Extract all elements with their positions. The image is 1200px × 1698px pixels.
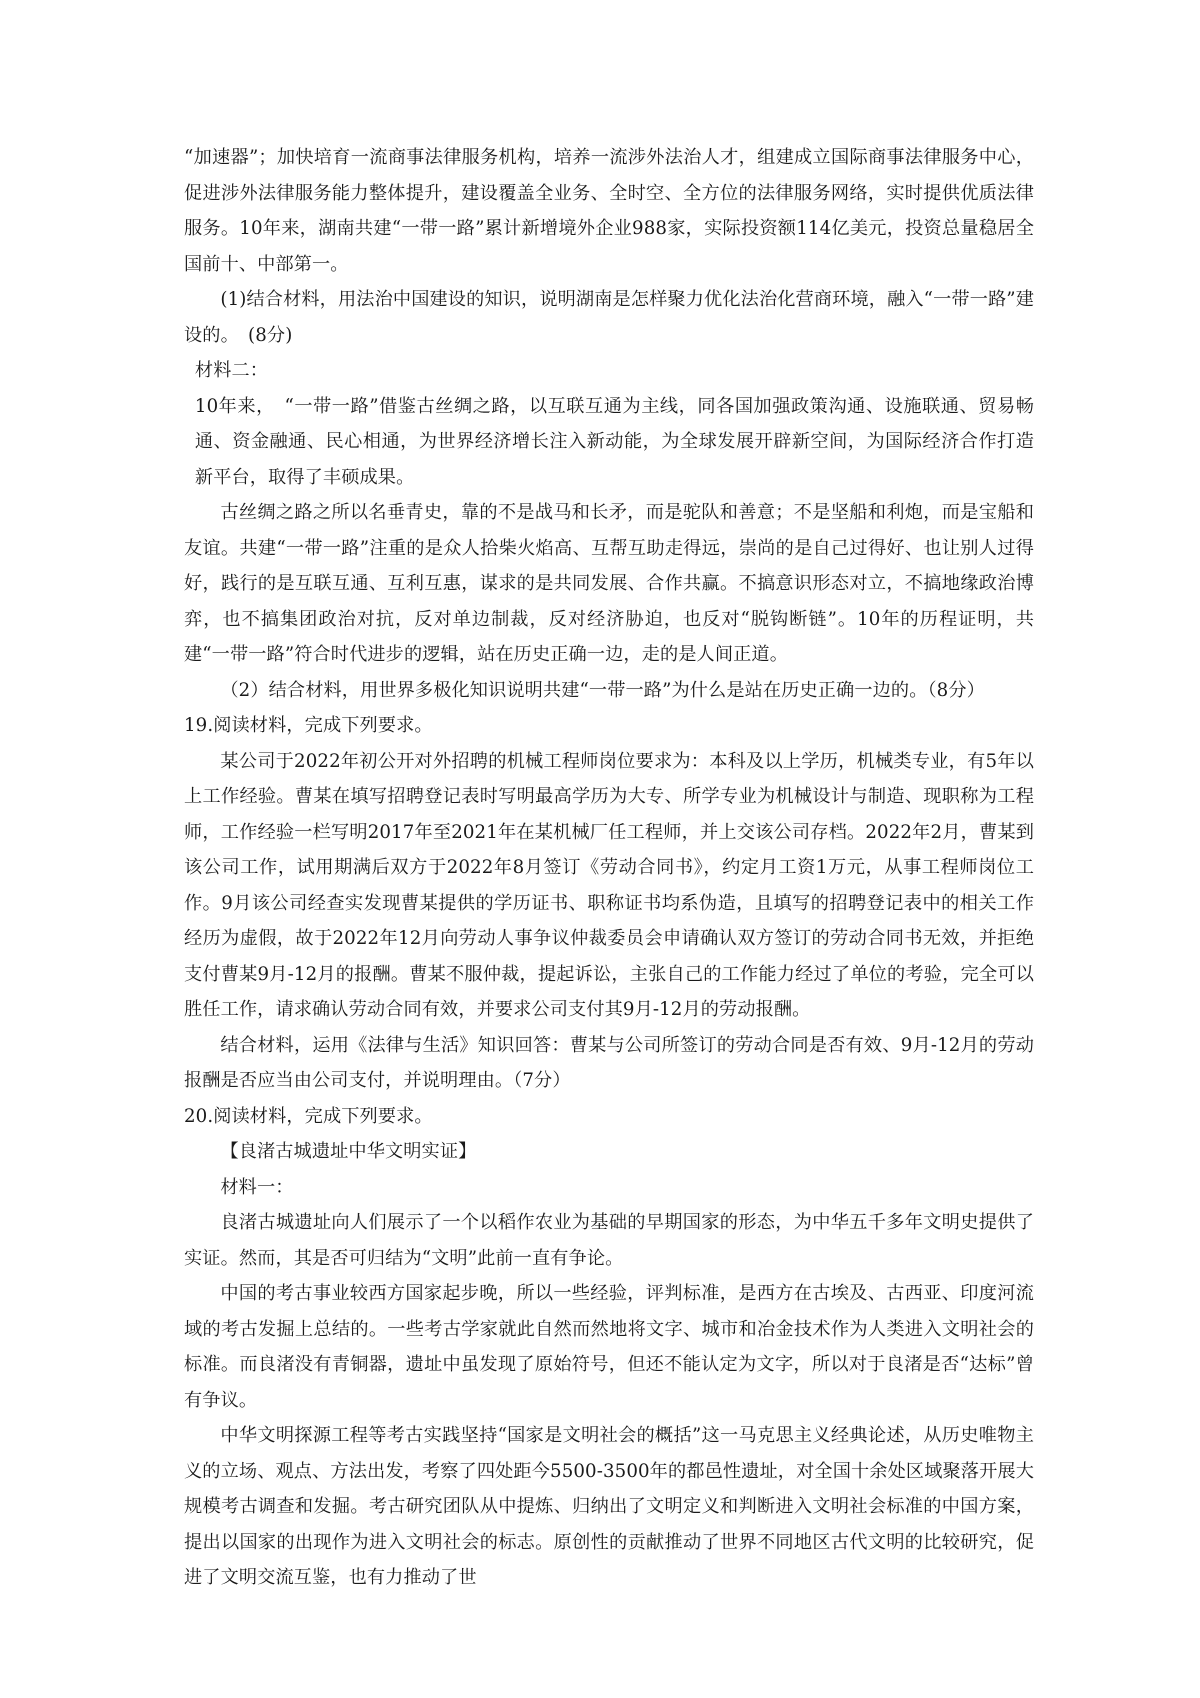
question-19-material: 某公司于2022年初公开对外招聘的机械工程师岗位要求为：本科及以上学历，机械类专业，有5年以上工作经验。曹某在填写招聘登记表时写明最高学历为大专、所学专业为机械设计与制造、现职称为工程师，工作经验一栏写明2017年至2021年在某机械厂任工程师，并上交该公司存档。2022年2月，曹某到该公司工作，试用期满后双方于2022年8月签订《劳动合同书》，约定月工资1万元，从事工程师岗位工作。9月该公司经查实发现曹某提供的学历证书、职称证书均系伪造，且填写的招聘登记表中的相关工作经历为虚假，故于2022年12月向劳动人事争议仲裁委员会申请确认双方签订的劳动合同书无效，并拒绝支付曹某9月-12月的报酬。曹某不服仲裁，提起诉讼，主张自己的工作能力经过了单位的考验，完全可以胜任工作，请求确认劳动合同有效，并要求公司支付其9月-12月的劳动报酬。 (184, 750, 1034, 1020)
question-20-topic: 【良渚古城遗址中华文明实证】 (220, 1141, 477, 1162)
material-one-paragraph-1: 良渚古城遗址向人们展示了一个以稻作农业为基础的早期国家的形态，为中华五千多年文明史提供了实证。然而，其是否可归结为“文明”此前一直有争论。 (184, 1212, 1034, 1269)
question-18-1: (1)结合材料，用法治中国建设的知识，说明湖南是怎样聚力优化法治化营商环境，融入“一带一路”建设的。 (8分) (184, 289, 1034, 346)
material-one-label: 材料一： (220, 1176, 294, 1198)
question-19-heading: 19.阅读材料，完成下列要求。 (184, 715, 433, 736)
paragraph-continuation: “加速器”；加快培育一流商事法律服务机构，培养一流涉外法治人才，组建成立国际商事法律服务中心，促进涉外法律服务能力整体提升，建设覆盖全业务、全时空、全方位的法律服务网络，实时提供优质法律服务。10年来，湖南共建“一带一路”累计新增境外企业988家，实际投资额114亿美元，投资总量稳居全国前十、中部第一。 (184, 147, 1034, 275)
material-two-label: 材料二： (194, 360, 269, 381)
question-20-heading: 20.阅读材料，完成下列要求。 (184, 1105, 433, 1127)
material-one-paragraph-2: 中国的考古事业较西方国家起步晚，所以一些经验，评判标准，是西方在古埃及、古西亚、印度河流域的考古发掘上总结的。一些考古学家就此自然而然地将文字、城市和冶金技术作为人类进入文明社会的标准。而良渚没有青铜器，遗址中虽发现了原始符号，但还不能认定为文字，所以对于良渚是否“达标”曾有争议。 (184, 1283, 1034, 1411)
document-body (184, 140, 1034, 1596)
question-19-prompt: 结合材料，运用《法律与生活》知识回答：曹某与公司所签订的劳动合同是否有效、9月-12月的劳动报酬是否应当由公司支付，并说明理由。（7分） (184, 1034, 1034, 1091)
material-one-paragraph-3: 中华文明探源工程等考古实践坚持“国家是文明社会的概括”这一马克思主义经典论述，从历史唯物主义的立场、观点、方法出发，考察了四处距今5500-3500年的都邑性遗址，对全国十余处区域聚落开展大规模考古调查和发掘。考古研究团队从中提炼、归纳出了文明定义和判断进入文明社会标准的中国方案，提出以国家的出现作为进入文明社会的标志。原创性的贡献推动了世界不同地区古代文明的比较研究，促进了文明交流互鉴，也有力推动了世 (184, 1425, 1034, 1588)
material-two-paragraph-1: 10年来， “一带一路”借鉴古丝绸之路，以互联互通为主线，同各国加强政策沟通、设施联通、贸易畅通、资金融通、民心相通，为世界经济增长注入新动能，为全球发展开辟新空间，为国际经济合作打造新平台，取得了丰硕成果。 (194, 395, 1034, 488)
question-18-2: （2）结合材料，用世界多极化知识说明共建“一带一路”为什么是站在历史正确一边的。（8分） (220, 679, 985, 701)
material-two-paragraph-2: 古丝绸之路之所以名垂青史，靠的不是战马和长矛，而是驼队和善意；不是坚船和利炮，而是宝船和友谊。共建“一带一路”注重的是众人拾柴火焰高、互帮互助走得远，崇尚的是自己过得好、也让别人过得好，践行的是互联互通、互利互惠，谋求的是共同发展、合作共赢。不搞意识形态对立，不搞地缘政治博弈，也不搞集团政治对抗，反对单边制裁，反对经济胁迫，也反对“脱钩断链”。10年的历程证明，共建“一带一路”符合时代进步的逻辑，站在历史正确一边，走的是人间正道。 (184, 502, 1034, 665)
